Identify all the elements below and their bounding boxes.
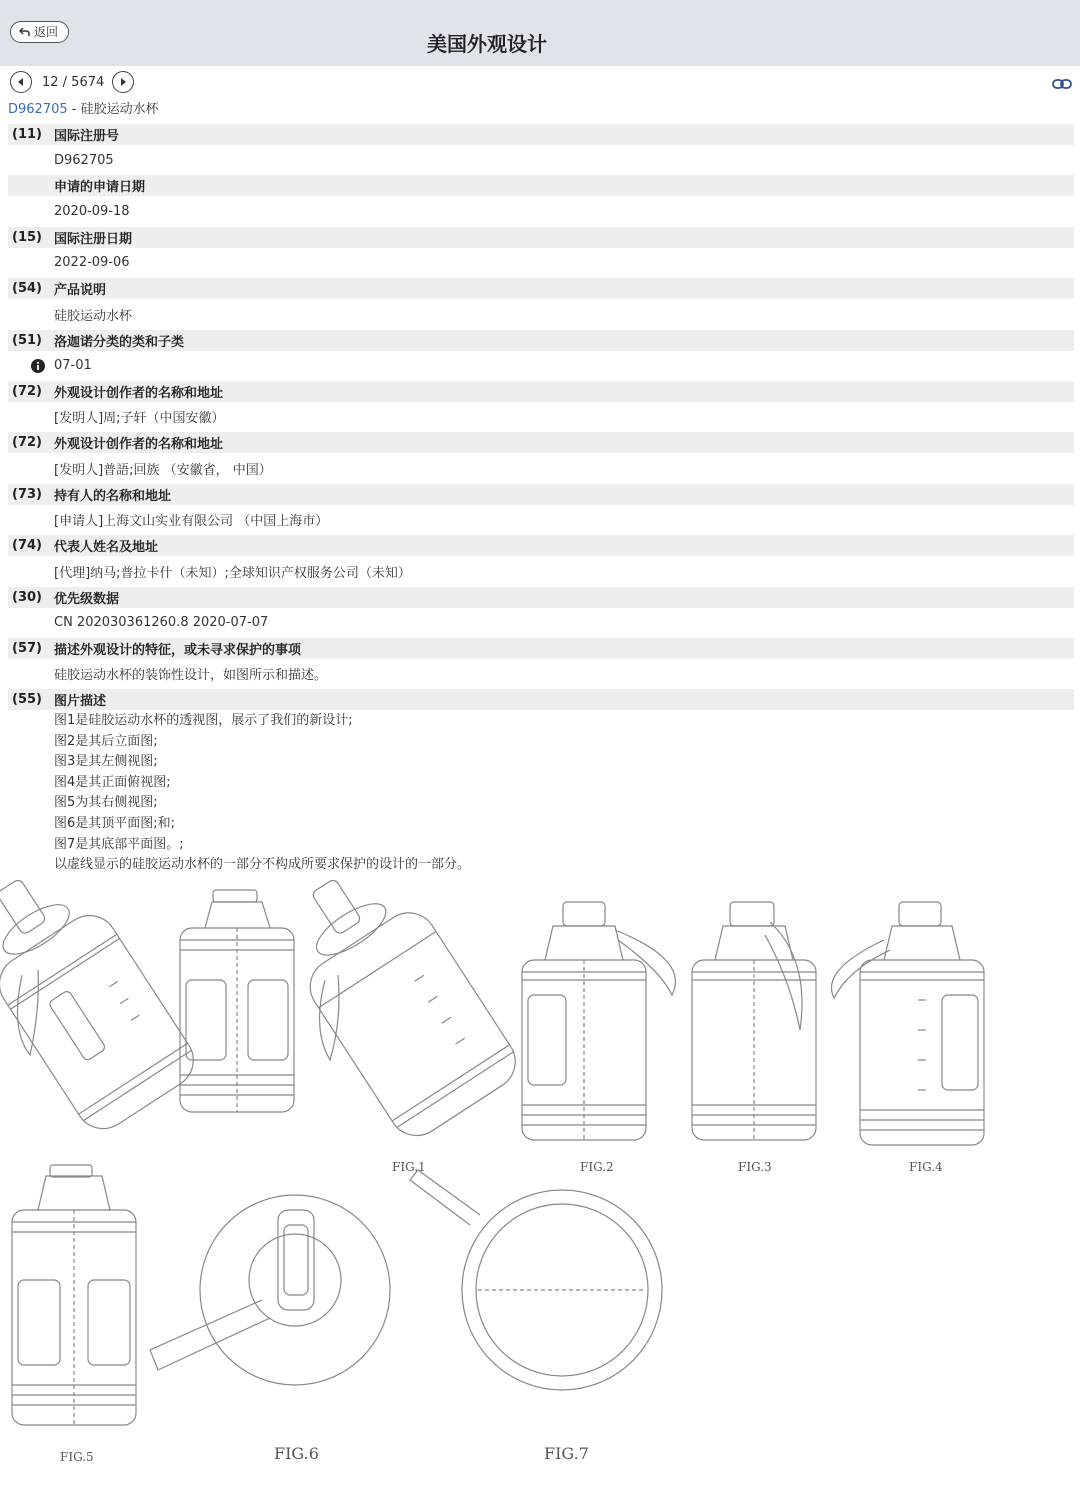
field-label: 持有人的名称和地址 bbox=[54, 488, 172, 504]
header-bar bbox=[0, 0, 1080, 66]
field-value: D962705 bbox=[54, 152, 114, 168]
record-id-link[interactable]: D962705 bbox=[8, 102, 68, 117]
back-button-label: 返回 bbox=[34, 25, 59, 39]
chain-link-icon[interactable] bbox=[1052, 78, 1072, 90]
field-registration-date bbox=[8, 227, 1074, 278]
field-value: 硅胶运动水杯 bbox=[54, 308, 133, 324]
field-label: 图片描述 bbox=[54, 694, 107, 710]
description-line: 以虚线显示的硅胶运动水杯的一部分不构成所要求保护的设计的一部分。 bbox=[54, 857, 471, 873]
fig1-front-bottle bbox=[180, 890, 294, 1112]
field-value: 2022-09-06 bbox=[54, 255, 130, 271]
description-line: 图2是其后立面图; bbox=[54, 733, 158, 749]
field-label: 外观设计创作者的名称和地址 bbox=[54, 385, 224, 401]
fig2-rear-elevation bbox=[522, 902, 675, 1140]
field-code: (72) bbox=[12, 383, 42, 399]
fig3-left-side-view bbox=[692, 902, 816, 1140]
pager-count: 12 / 5674 bbox=[42, 74, 105, 90]
field-label: 外观设计创作者的名称和地址 bbox=[54, 437, 224, 453]
field-value: [发明人]普語;回族 （安徽省， 中国） bbox=[54, 462, 272, 478]
field-code: (11) bbox=[12, 127, 42, 142]
field-code: (73) bbox=[12, 486, 42, 502]
field-value: 硅胶运动水杯的装饰性设计，如图所示和描述。 bbox=[54, 668, 328, 684]
fig6-top-plan-view bbox=[150, 1195, 390, 1385]
fig6-label: FIG.6 bbox=[274, 1444, 319, 1463]
fig3-label: FIG.3 bbox=[738, 1160, 772, 1174]
field-list bbox=[8, 124, 1074, 741]
field-holder bbox=[8, 484, 1074, 535]
image-description-lines bbox=[54, 711, 470, 876]
record-title bbox=[8, 98, 159, 117]
fig7-label: FIG.7 bbox=[544, 1444, 589, 1463]
field-value: 2020-09-18 bbox=[54, 203, 130, 219]
record-name: 硅胶运动水杯 bbox=[80, 102, 159, 117]
next-page-button[interactable] bbox=[112, 71, 134, 93]
fig5-right-side-view bbox=[12, 1165, 136, 1425]
field-application-date bbox=[8, 175, 1074, 226]
field-code: (55) bbox=[12, 692, 42, 708]
patent-drawings bbox=[0, 880, 1080, 1499]
description-line: 图1是硅胶运动水杯的透视图，展示了我们的新设计; bbox=[54, 713, 353, 728]
fig4-label: FIG.4 bbox=[909, 1160, 943, 1174]
field-label: 申请的申请日期 bbox=[54, 180, 146, 196]
field-label: 描述外观设计的特征，或未寻求保护的事项 bbox=[54, 642, 302, 658]
fig1-perspective-bottle-2 bbox=[264, 880, 526, 1146]
pager bbox=[10, 70, 134, 94]
field-label: 代表人姓名及地址 bbox=[54, 540, 159, 556]
record-separator: - bbox=[67, 102, 81, 117]
field-label: 洛迦诺分类的类和子类 bbox=[54, 334, 185, 350]
field-code: (57) bbox=[12, 640, 42, 656]
fig4-front-view bbox=[831, 902, 984, 1145]
field-code: (15) bbox=[12, 229, 42, 245]
fig2-label: FIG.2 bbox=[580, 1160, 614, 1174]
field-priority-data bbox=[8, 587, 1074, 638]
fig7-bottom-plan-view bbox=[410, 1170, 662, 1390]
field-value: [代理]纳马;普拉卡什（未知）;全球知识产权服务公司（未知） bbox=[54, 565, 411, 581]
field-code: (72) bbox=[12, 435, 42, 451]
field-value: [发明人]周;子轩（中国安徽） bbox=[54, 411, 225, 427]
description-line: 图3是其左侧视图; bbox=[54, 754, 158, 770]
field-registration-number bbox=[8, 124, 1074, 175]
fig5-label: FIG.5 bbox=[60, 1450, 94, 1464]
triangle-right-icon bbox=[119, 78, 127, 86]
description-line: 图7是其底部平面图。; bbox=[54, 836, 184, 852]
field-code: (54) bbox=[12, 281, 42, 297]
field-label: 产品说明 bbox=[54, 283, 107, 299]
field-design-features bbox=[8, 638, 1074, 689]
info-circle-icon[interactable] bbox=[31, 359, 45, 373]
description-line: 图5为其右侧视图; bbox=[54, 795, 158, 811]
field-label: 优先级数据 bbox=[54, 591, 120, 607]
field-creator-1 bbox=[8, 381, 1074, 432]
field-representative bbox=[8, 535, 1074, 586]
field-value: [申请人]上海文山实业有限公司 （中国上海市） bbox=[54, 514, 329, 530]
page-title: 美国外观设计 bbox=[427, 32, 547, 56]
field-product-description bbox=[8, 278, 1074, 329]
field-value: 07-01 bbox=[54, 358, 92, 374]
fig1-label: FIG.1 bbox=[392, 1160, 426, 1174]
field-locarno-class bbox=[8, 330, 1074, 381]
triangle-left-icon bbox=[17, 78, 25, 86]
field-label: 国际注册号 bbox=[54, 129, 120, 144]
field-code: (51) bbox=[12, 332, 42, 348]
field-code: (74) bbox=[12, 538, 42, 554]
field-value: CN 202030361260.8 2020-07-07 bbox=[54, 615, 269, 631]
description-line: 图4是其正面俯视图; bbox=[54, 774, 171, 790]
fig1-perspective-bottle bbox=[0, 880, 204, 1139]
field-label: 国际注册日期 bbox=[54, 231, 133, 247]
prev-page-button[interactable] bbox=[10, 71, 32, 93]
field-creator-2 bbox=[8, 432, 1074, 483]
description-line: 图6是其顶平面图;和; bbox=[54, 815, 176, 831]
field-code: (30) bbox=[12, 589, 42, 605]
